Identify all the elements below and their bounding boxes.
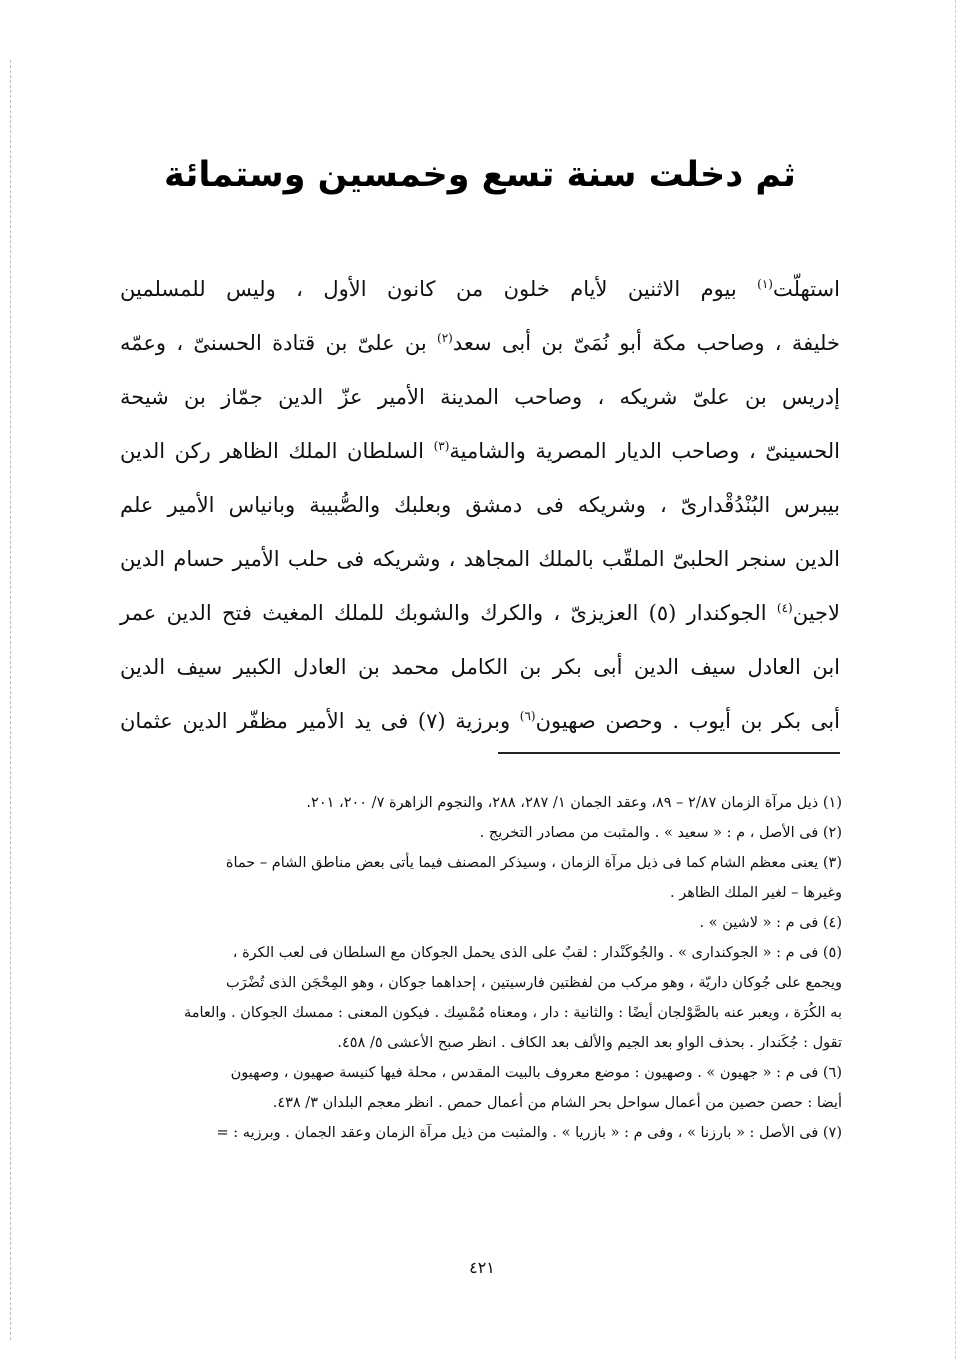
footnote-line: (٢) فى الأصل ، م : « سعيد » . والمثبت من مصادر التخريج . <box>479 825 842 841</box>
footnote-line: (١) ذيل مرآة الزمان ٢/٨٧ – ٨٩، وعقد الجمان ١/ ٢٨٧، ٢٨٨، والنجوم الزاهرة ٧/ ٢٠٠، ٢٠١. <box>306 795 842 811</box>
footnote-line: أيضا : حصن حصين من أعمال سواحل بحر الشام من أعمال حمص . انظر معجم البلدان ٣/ ٤٣٨. <box>272 1095 842 1111</box>
scan-edge-right <box>955 0 956 1359</box>
footnote-separator <box>498 752 840 754</box>
text-line-2: خليفة ، وصاحب مكة أبو نُمَىّ بن أبى سعد$^{(٢)}$ بن علىّ بن قتادة الحسنىّ ، وعمّه <box>120 331 840 355</box>
footnote-ref: (٢) <box>437 331 453 345</box>
text-line-9: أبى بكر بن أيوب . وحصن صهيون$^{(٦)}$ وبرزية (٧) فى يد الأمير مظفّر الدين عثمان <box>120 709 840 733</box>
scan-edge-left <box>10 60 11 1340</box>
page-number: ٤٢١ <box>469 1258 495 1277</box>
footnote-ref: (٤) <box>776 601 793 615</box>
footnote-line: (٦) فى م : « جهيون » . وصهيون : موضع معروف بالبيت المقدس ، محلة فيها كنيسة صهيون ، وصهيون <box>230 1065 842 1081</box>
footnote-line: وغيرها – لغير الملك الظاهر . <box>670 885 842 901</box>
text-line-6: الدين سنجر الحلبىّ الملقّب بالملك المجاهد ، وشريكه فى حلب الأمير حسام الدين <box>120 547 840 571</box>
footnote-line: تقول : جُكَندار . بحذف الواو بعد الجيم والألف بعد الكاف . انظر صبح الأعشى ٥/ ٤٥٨. <box>337 1035 842 1051</box>
footnote-line: (٥) فى م : « الجوكندارى » . والجُوكَنْدار : لقبٌ على الذى يحمل الجوكان مع السلطان فى لعب الكرة ، <box>232 945 842 961</box>
text-line-4: الحسينىّ ، وصاحب الديار المصرية والشامية$^{(٣)}$ السلطان الملك الظاهر ركن الدين <box>120 439 840 463</box>
text-line-8: ابن العادل سيف الدين أبى بكر بن الكامل محمد بن العادل الكبير سيف الدين <box>120 655 840 679</box>
footnote-line: ويجمع على جُوكان داريّة ، وهو مركب من لفظتين فارسيتين ، إحداهما جوكان ، وهو المِحْجَن الذى تُضْرَب <box>225 975 842 991</box>
footnote-line: (٧) فى الأصل : « بارزنا » ، وفى م : « بازريا » . والمثبت من ذيل مرآة الزمان وعقد الجمان . وبرزيه : = <box>216 1125 842 1141</box>
footnotes <box>130 788 842 1148</box>
main-text <box>120 262 840 748</box>
text-line-7: لاجين$^{(٤)}$ الجوكندار (٥) العزيزىّ ، والكرك والشوبك للملك المغيث فتح الدين عمر <box>120 601 840 625</box>
chapter-title: ثم دخلت سنة تسع وخمسين وستمائة <box>164 155 796 195</box>
footnote-ref: (٣) <box>433 439 450 453</box>
footnote-ref: (١) <box>757 277 773 291</box>
footnote-ref: (٦) <box>519 709 536 723</box>
text-line-1: استهلّت$^{(١)}$ بيوم الاثنين لأيام خلون من كانون الأول ، وليس للمسلمين <box>120 277 840 301</box>
footnote-line: (٤) فى م : « لاشين » . <box>699 915 842 931</box>
text-line-5: بيبرس البُنْدُقْدارىّ ، وشريكه فى دمشق وبعلبك والصُّبيبة وبانياس الأمير علم <box>120 493 840 517</box>
text-line-3: إدريس بن علىّ شريكه ، وصاحب المدينة الأمير عزّ الدين جمّاز بن شيحة <box>120 385 840 409</box>
footnote-line: به الكُرَة ، ويعبر عنه بالصَّوْلجان أيضًا : والثانية : دار ، ومعناه مُمْسِك . فيكون المعنى : ممسك الجوكان . والعامة <box>183 1005 842 1021</box>
footnote-line: (٣) يعنى معظم الشام كما فى ذيل مرآة الزمان ، وسيذكر المصنف فيما يأتى بعض مناطق الشام – حماة <box>225 855 842 871</box>
